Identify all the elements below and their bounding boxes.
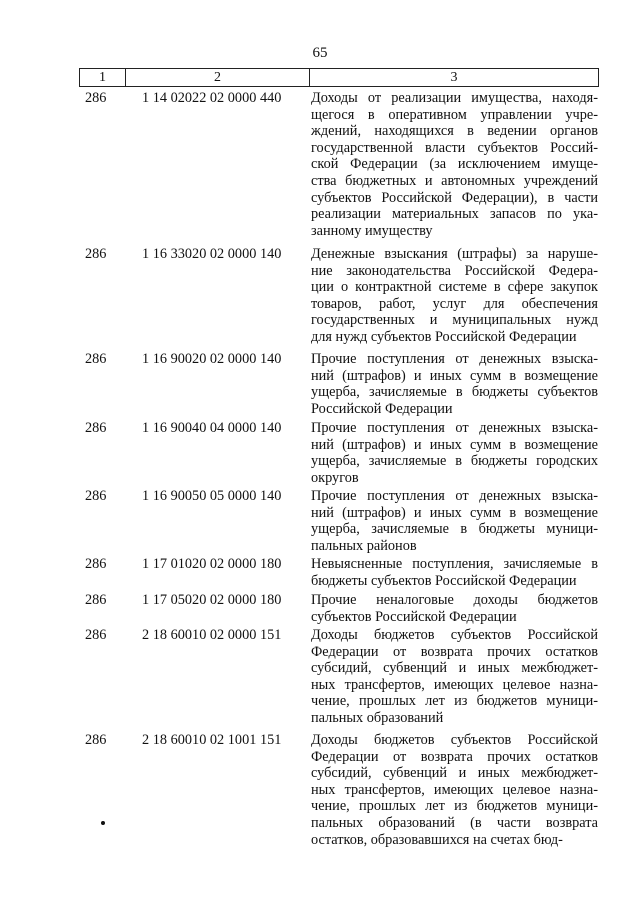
row-admin-code: 286 xyxy=(85,90,107,106)
row-budget-code: 1 14 02022 02 0000 440 xyxy=(142,90,282,106)
description-line: ний (штрафов) и иных сумм в возмещение xyxy=(311,504,598,521)
description-line: Федерации от возврата прочих остатков xyxy=(311,643,598,660)
row-budget-code: 2 18 60010 02 1001 151 xyxy=(142,732,282,748)
description-line: пальных районов xyxy=(311,537,417,554)
description-line: бюджеты субъектов Российской Федерации xyxy=(311,572,577,589)
row-description xyxy=(311,592,598,625)
row-budget-code: 1 17 01020 02 0000 180 xyxy=(142,556,282,572)
description-line: Прочие поступления от денежных взыска- xyxy=(311,488,598,504)
description-line: ние законодательства Российской Федера- xyxy=(311,262,598,279)
description-line: округов xyxy=(311,469,359,486)
row-admin-code: 286 xyxy=(85,732,107,748)
description-line: ства бюджетных и автономных учреждений xyxy=(311,172,598,189)
description-line: Прочие неналоговые доходы бюджетов xyxy=(311,592,598,608)
description-line: чение, прошлых лет из бюджетов муници- xyxy=(311,798,598,815)
description-line: Невыясненные поступления, зачисляемые в xyxy=(311,556,598,572)
description-line: ний (штрафов) и иных сумм в возмещение xyxy=(311,367,598,384)
description-line: Прочие поступления от денежных взыска- xyxy=(311,351,598,367)
row-description xyxy=(311,732,598,848)
description-line: государственной власти субъектов Россий- xyxy=(311,139,598,156)
page-number: 65 xyxy=(312,45,328,61)
bullet-mark xyxy=(101,821,105,825)
description-line: Доходы бюджетов субъектов Российской xyxy=(311,732,598,748)
description-line: реализации материальных запасов по ука- xyxy=(311,206,598,223)
row-budget-code: 1 17 05020 02 0000 180 xyxy=(142,592,282,608)
description-line: Российской Федерации xyxy=(311,400,453,417)
row-budget-code: 1 16 90020 02 0000 140 xyxy=(142,351,282,367)
row-description xyxy=(311,488,598,554)
description-line: Федерации от возврата прочих остатков xyxy=(311,748,598,765)
row-budget-code: 1 16 33020 02 0000 140 xyxy=(142,246,282,262)
description-line: ции о контрактной системе в сфере закупок xyxy=(311,279,598,296)
row-budget-code: 1 16 90040 04 0000 140 xyxy=(142,420,282,436)
description-line: ных трансфертов, имеющих целевое назна- xyxy=(311,781,598,798)
description-line: ущерба, зачисляемые в бюджеты городских xyxy=(311,453,598,470)
description-line: чение, прошлых лет из бюджетов муници- xyxy=(311,693,598,710)
row-admin-code: 286 xyxy=(85,592,107,608)
description-line: субсидий, субвенций и иных межбюджет- xyxy=(311,660,598,677)
description-line: щегося в оперативном управлении учре- xyxy=(311,106,598,123)
row-budget-code: 1 16 90050 05 0000 140 xyxy=(142,488,282,504)
row-admin-code: 286 xyxy=(85,488,107,504)
row-admin-code: 286 xyxy=(85,420,107,436)
description-line: ской Федерации (за исключением имуще- xyxy=(311,156,598,173)
row-description xyxy=(311,420,598,486)
description-line: занному имуществу xyxy=(311,222,433,239)
description-line: Доходы от реализации имущества, находя- xyxy=(311,90,598,106)
row-admin-code: 286 xyxy=(85,351,107,367)
description-line: для нужд субъектов Российской Федерации xyxy=(311,328,577,345)
row-description xyxy=(311,556,598,589)
row-admin-code: 286 xyxy=(85,246,107,262)
description-line: Прочие поступления от денежных взыска- xyxy=(311,420,598,436)
row-description xyxy=(311,246,598,346)
description-line: ных трансфертов, имеющих целевое назна- xyxy=(311,676,598,693)
description-line: остатков, образовавшихся на счетах бюд- xyxy=(311,831,563,848)
column-header-3: 3 xyxy=(450,70,458,85)
description-line: ущерба, зачисляемые в бюджеты муници- xyxy=(311,521,598,538)
description-line: Денежные взыскания (штрафы) за наруше- xyxy=(311,246,598,262)
description-line: ущерба, зачисляемые в бюджеты субъектов xyxy=(311,384,598,401)
column-header-1: 1 xyxy=(80,69,126,86)
description-line: товаров, работ, услуг для обеспечения xyxy=(311,295,598,312)
description-line: ждений, находящихся в ведении органов xyxy=(311,123,598,140)
row-description xyxy=(311,90,598,239)
description-line: государственных и муниципальных нужд xyxy=(311,312,598,329)
description-line: субъектов Российской Федерации xyxy=(311,608,517,625)
description-line: ний (штрафов) и иных сумм в возмещение xyxy=(311,436,598,453)
description-line: Доходы бюджетов субъектов Российской xyxy=(311,627,598,643)
row-budget-code: 2 18 60010 02 0000 151 xyxy=(142,627,282,643)
description-line: субсидий, субвенций и иных межбюджет- xyxy=(311,765,598,782)
description-line: пальных образований xyxy=(311,709,444,726)
description-line: субъектов Российской Федерации), в части xyxy=(311,189,598,206)
description-line: пальных образований (в части возврата xyxy=(311,814,598,831)
row-description xyxy=(311,351,598,417)
table-header xyxy=(79,68,599,87)
row-admin-code: 286 xyxy=(85,627,107,643)
column-header-2: 2 xyxy=(126,69,310,86)
row-description xyxy=(311,627,598,727)
row-admin-code: 286 xyxy=(85,556,107,572)
